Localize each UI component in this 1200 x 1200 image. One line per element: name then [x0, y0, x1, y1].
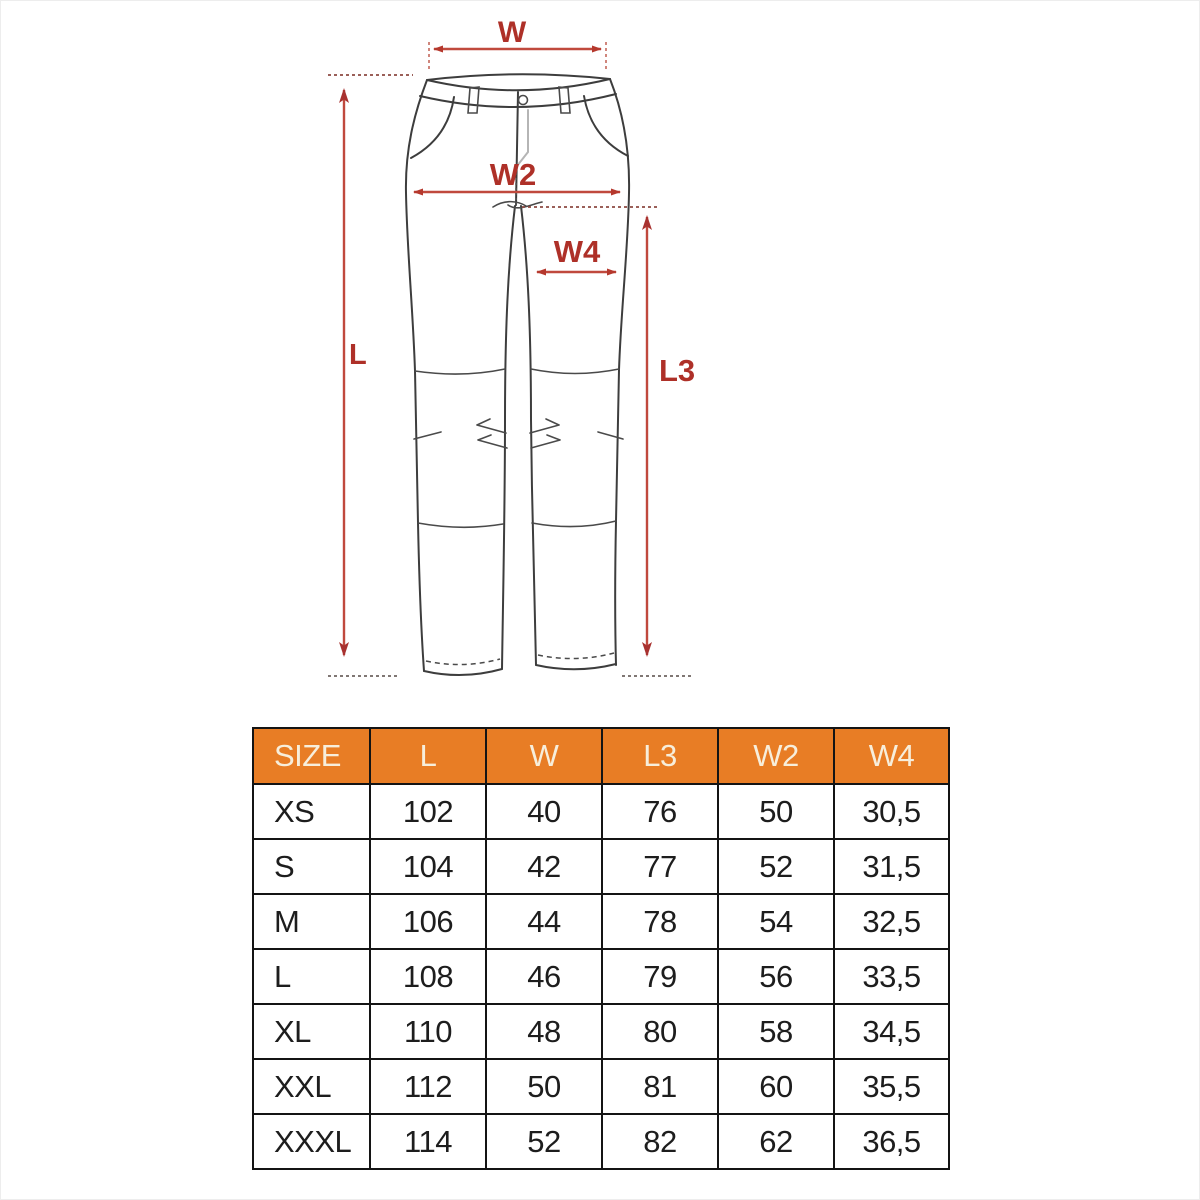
- value-cell: 52: [718, 839, 834, 894]
- waist-button: [519, 96, 528, 105]
- value-cell: 102: [370, 784, 486, 839]
- dimension-l: [328, 75, 413, 676]
- label-l3: L3: [659, 353, 696, 388]
- column-header-w4: W4: [834, 728, 949, 784]
- value-cell: 112: [370, 1059, 486, 1114]
- value-cell: 56: [718, 949, 834, 1004]
- value-cell: 76: [602, 784, 718, 839]
- value-cell: 50: [718, 784, 834, 839]
- label-w2: W2: [489, 157, 537, 192]
- table-row: [253, 949, 949, 1004]
- value-cell: 48: [486, 1004, 602, 1059]
- label-l: L: [349, 339, 367, 371]
- value-cell: 104: [370, 839, 486, 894]
- size-cell: XXXL: [253, 1114, 370, 1169]
- table-row: [253, 1059, 949, 1114]
- value-cell: 33,5: [834, 949, 949, 1004]
- value-cell: 46: [486, 949, 602, 1004]
- table-row: [253, 1004, 949, 1059]
- dimension-l3: [522, 207, 695, 676]
- value-cell: 58: [718, 1004, 834, 1059]
- value-cell: 82: [602, 1114, 718, 1169]
- value-cell: 44: [486, 894, 602, 949]
- value-cell: 106: [370, 894, 486, 949]
- value-cell: 80: [602, 1004, 718, 1059]
- column-header-l3: L3: [602, 728, 718, 784]
- pocket-right: [584, 96, 628, 156]
- value-cell: 36,5: [834, 1114, 949, 1169]
- label-w: W: [497, 16, 527, 49]
- column-header-l: L: [370, 728, 486, 784]
- value-cell: 32,5: [834, 894, 949, 949]
- dimension-w: [429, 16, 606, 72]
- value-cell: 34,5: [834, 1004, 949, 1059]
- value-cell: 52: [486, 1114, 602, 1169]
- value-cell: 31,5: [834, 839, 949, 894]
- value-cell: 35,5: [834, 1059, 949, 1114]
- value-cell: 50: [486, 1059, 602, 1114]
- column-header-size: SIZE: [253, 728, 370, 784]
- value-cell: 42: [486, 839, 602, 894]
- size-table: [252, 727, 950, 1170]
- table-row: [253, 839, 949, 894]
- size-table-body: [253, 784, 949, 1169]
- size-cell: XXL: [253, 1059, 370, 1114]
- column-header-w: W: [486, 728, 602, 784]
- size-cell: S: [253, 839, 370, 894]
- dimension-w4: [537, 234, 616, 272]
- value-cell: 62: [718, 1114, 834, 1169]
- size-cell: XS: [253, 784, 370, 839]
- value-cell: 78: [602, 894, 718, 949]
- table-row: [253, 894, 949, 949]
- size-cell: M: [253, 894, 370, 949]
- table-row: [253, 1114, 949, 1169]
- value-cell: 60: [718, 1059, 834, 1114]
- size-table-header-row: [253, 728, 949, 784]
- value-cell: 30,5: [834, 784, 949, 839]
- value-cell: 77: [602, 839, 718, 894]
- label-w4: W4: [553, 234, 601, 269]
- table-row: [253, 784, 949, 839]
- belt-loop-right: [559, 87, 570, 113]
- value-cell: 81: [602, 1059, 718, 1114]
- value-cell: 108: [370, 949, 486, 1004]
- value-cell: 54: [718, 894, 834, 949]
- belt-loop-left: [468, 87, 479, 113]
- column-header-w2: W2: [718, 728, 834, 784]
- value-cell: 40: [486, 784, 602, 839]
- size-cell: L: [253, 949, 370, 1004]
- value-cell: 114: [370, 1114, 486, 1169]
- size-cell: XL: [253, 1004, 370, 1059]
- value-cell: 79: [602, 949, 718, 1004]
- value-cell: 110: [370, 1004, 486, 1059]
